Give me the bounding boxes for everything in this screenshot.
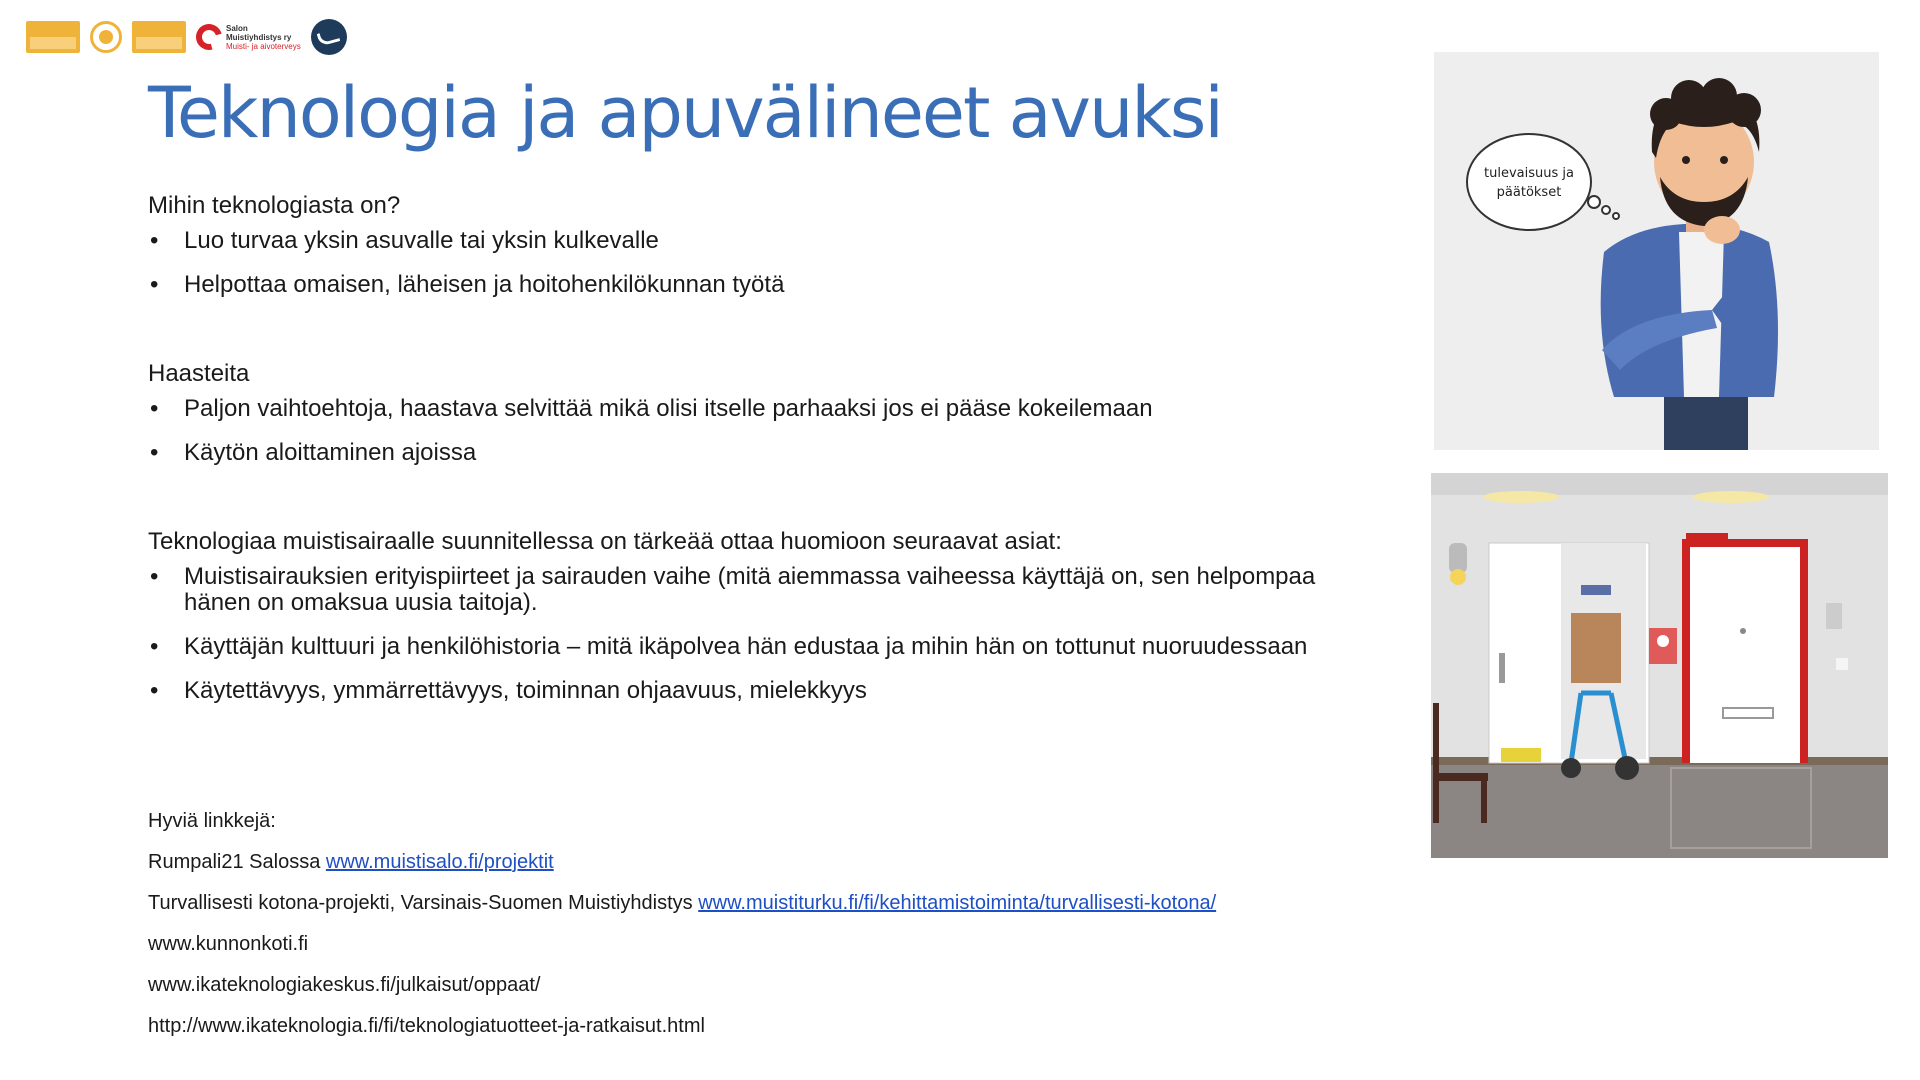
challenges-item: • Käytön aloittaminen ajoissa (148, 440, 1388, 466)
link-text-ikateknologia: http://www.ikateknologia.fi/fi/teknologiatuotteet-ja-ratkaisut.html (148, 1015, 705, 1037)
challenges-list (148, 396, 1388, 466)
salo-logo-name: Salon (226, 23, 248, 33)
link-label: Rumpali21 Salossa (148, 851, 321, 873)
considerations-item: • Muistisairauksien erityispiirteet ja sairauden vaihe (mitä aiemmassa vaiheessa käyttäjä on, sen helpompaa hänen on omaksua uusia taitoja). (148, 564, 1388, 616)
thinking-man-illustration (1434, 52, 1879, 450)
uses-item: • Luo turvaa yksin asuvalle tai yksin kulkevalle (148, 228, 1388, 254)
salo-logo-tagline: Muisti- ja aivoterveys (226, 41, 301, 51)
memory-logo-1 (26, 21, 80, 53)
thinking-man-image (1434, 52, 1879, 450)
section-heading-uses: Mihin teknologiasta on? (148, 192, 401, 219)
uses-item: • Helpottaa omaisen, läheisen ja hoitohenkilökunnan työtä (148, 272, 1388, 298)
slide-title: Teknologia ja apuvälineet avuksi (148, 72, 1222, 154)
partner-badge-logo (311, 19, 347, 55)
links-heading: Hyviä linkkejä: (148, 810, 276, 832)
thought-text-line1: tulevaisuus ja (1484, 166, 1574, 181)
useful-links (148, 808, 1216, 1054)
hallway-illustration (1431, 473, 1888, 858)
link-text-kunnonkoti: www.kunnonkoti.fi (148, 933, 309, 955)
hallway-image (1431, 473, 1888, 858)
salo-logo-name2: Muistiyhdistys ry (226, 32, 292, 42)
memory-logo-3 (132, 21, 186, 53)
link-label: Turvallisesti kotona-projekti, Varsinais-Suomen Muistiyhdistys (148, 892, 693, 914)
memory-logo-2 (90, 21, 122, 53)
partner-logos (26, 18, 347, 56)
considerations-item: • Käyttäjän kulttuuri ja henkilöhistoria – mitä ikäpolvea hän edustaa ja mihin hän on tottunut nuoruudessaan (148, 634, 1388, 660)
slide-body (148, 190, 1388, 722)
uses-list (148, 228, 1388, 298)
section-heading-considerations: Teknologiaa muistisairaalle suunnitellessa on tärkeää ottaa huomioon seuraavat asiat: (148, 528, 1062, 555)
salo-logo-mark (191, 19, 227, 55)
salo-muistiyhdistys-logo (196, 24, 301, 51)
section-heading-challenges: Haasteita (148, 360, 250, 387)
challenges-item: • Paljon vaihtoehtoja, haastava selvittää mikä olisi itselle parhaaksi jos ei pääse kokeilemaan (148, 396, 1388, 422)
considerations-list (148, 564, 1388, 704)
thought-text-line2: päätökset (1496, 185, 1562, 200)
link-text-ikateknologiakeskus: www.ikateknologiakeskus.fi/julkaisut/oppaat/ (148, 974, 541, 996)
considerations-item: • Käytettävyys, ymmärrettävyys, toiminnan ohjaavuus, mielekkyys (148, 678, 1388, 704)
link-muistiturku[interactable]: www.muistiturku.fi/fi/kehittamistoiminta/turvallisesti-kotona/ (698, 892, 1217, 914)
link-muistisalo[interactable]: www.muistisalo.fi/projektit (325, 851, 554, 873)
